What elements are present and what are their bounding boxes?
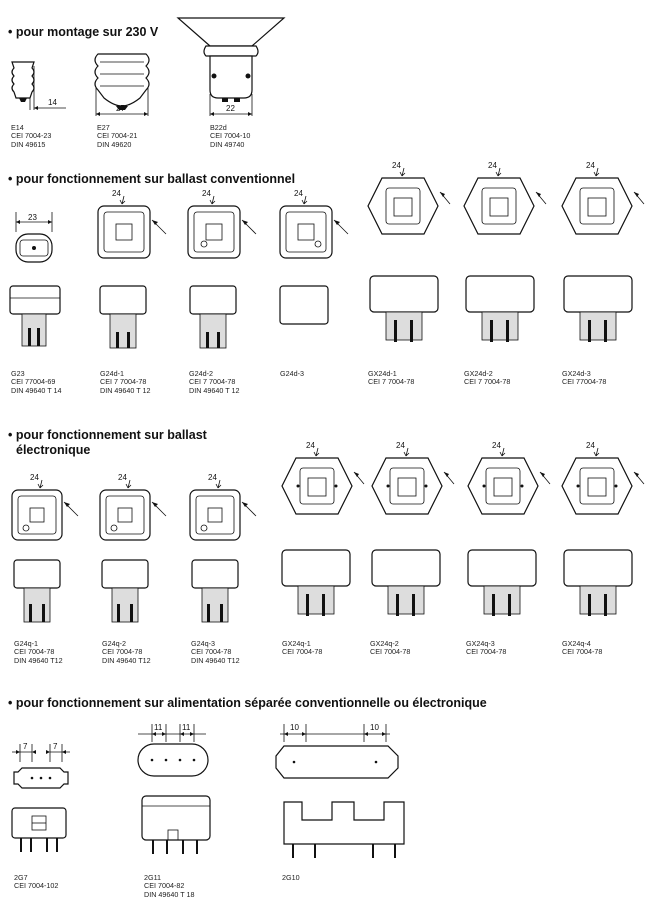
label-g24d-2: [189, 370, 239, 395]
g24q-2-top-view-drawing: [92, 470, 172, 550]
g24d-3-side-view-drawing: [276, 284, 336, 344]
2g11-side-view-drawing: [138, 792, 218, 862]
label-b22d-l2: DIN 49740: [210, 139, 245, 149]
label-g24d-2-l1: CEI 7 7004-78: [189, 377, 236, 387]
label-g24q-1-name: G24q-1: [14, 639, 38, 648]
dim-gx24d-3: 24: [586, 161, 595, 170]
label-g24d-1-l1: CEI 7 7004-78: [100, 377, 147, 387]
2g7-side-view-drawing: [8, 806, 78, 866]
label-gx24d-3-l1: CEI 77004-78: [562, 377, 607, 387]
dim-gx24q-3: 24: [492, 441, 501, 450]
dim-gx24d-2: 24: [488, 161, 497, 170]
label-g24q-2: [102, 640, 151, 665]
dim-g24q-3: 24: [208, 473, 217, 482]
g24q-3-side-view-drawing: [186, 558, 246, 628]
label-2g7-name: 2G7: [14, 873, 28, 882]
label-g24q-1-l2: DIN 49640 T12: [14, 655, 63, 665]
label-g24q-1: [14, 640, 63, 665]
gx24q-2-side-view-drawing: [368, 548, 448, 628]
label-g24q-3-l2: DIN 49640 T12: [191, 655, 240, 665]
label-g24d-2-name: G24d-2: [189, 369, 213, 378]
g24d-1-top-view-drawing: [92, 186, 170, 270]
label-e14-l2: DIN 49615: [11, 139, 46, 149]
e14-socket-drawing: [8, 58, 78, 118]
label-gx24d-3: [562, 370, 606, 387]
heading-ballast-conventional: • pour fonctionnement sur ballast conventionnel: [8, 172, 296, 186]
label-gx24q-4-name: GX24q-4: [562, 639, 591, 648]
g24d-2-top-view-drawing: [182, 186, 260, 270]
gx24q-4-side-view-drawing: [560, 548, 640, 628]
label-gx24d-2: [464, 370, 510, 387]
dim-g24q-1: 24: [30, 473, 39, 482]
label-gx24q-1-l1: CEI 7004-78: [282, 647, 323, 657]
e27-socket-drawing: [90, 50, 160, 125]
label-g24d-1-l2: DIN 49640 T 12: [100, 385, 151, 395]
g24q-2-side-view-drawing: [96, 558, 156, 628]
gx24d-1-top-view-drawing: [362, 158, 452, 248]
dim-gx24d-1: 24: [392, 161, 401, 170]
label-e14-name: E14: [11, 123, 24, 132]
label-gx24q-4-l1: CEI 7004-78: [562, 647, 603, 657]
gx24d-3-top-view-drawing: [556, 158, 646, 248]
g24q-1-side-view-drawing: [8, 558, 68, 628]
gx24q-1-top-view-drawing: [276, 438, 366, 524]
label-b22d-name: B22d: [210, 123, 227, 132]
label-2g11: [144, 874, 194, 899]
label-g23-l2: DIN 49640 T 14: [11, 385, 62, 395]
2g10-side-view-drawing: [280, 798, 410, 864]
label-g24d-3: [280, 370, 304, 378]
label-e27: [97, 124, 137, 149]
heading-ballast-electronic-line2: électronique: [16, 443, 91, 457]
dim-g24d-1: 24: [112, 189, 121, 198]
gx24d-3-side-view-drawing: [560, 274, 640, 354]
label-g24q-1-l1: CEI 7004-78: [14, 647, 55, 657]
label-gx24q-2-name: GX24q-2: [370, 639, 399, 648]
dim-b22d: 22: [226, 104, 235, 113]
heading-ballast-electronic-line1: • pour fonctionnement sur ballast: [8, 428, 207, 442]
label-gx24q-4: [562, 640, 602, 657]
g24d-1-side-view-drawing: [94, 284, 154, 354]
heading-mount-230v: • pour montage sur 230 V: [8, 25, 159, 39]
label-g24q-3-l1: CEI 7004-78: [191, 647, 232, 657]
g24q-3-top-view-drawing: [182, 470, 262, 550]
gx24d-2-top-view-drawing: [458, 158, 548, 248]
dim-g24d-3: 24: [294, 189, 303, 198]
label-gx24d-2-name: GX24d-2: [464, 369, 493, 378]
label-g24d-1: [100, 370, 150, 395]
gx24q-4-top-view-drawing: [556, 438, 646, 524]
label-gx24d-1-name: GX24d-1: [368, 369, 397, 378]
gx24q-3-top-view-drawing: [462, 438, 552, 524]
dim-2g7-left: 7: [23, 742, 28, 751]
label-2g11-l2: DIN 49640 T 18: [144, 889, 195, 899]
label-e27-l1: CEI 7004-21: [97, 131, 138, 141]
label-gx24d-1: [368, 370, 414, 387]
dim-gx24q-2: 24: [396, 441, 405, 450]
label-b22d: [210, 124, 250, 149]
dim-g23: 23: [28, 213, 37, 222]
2g11-top-view-drawing: [132, 720, 222, 784]
label-gx24q-1-name: GX24q-1: [282, 639, 311, 648]
label-gx24q-2: [370, 640, 410, 657]
label-g23-l1: CEI 77004-69: [11, 377, 56, 387]
dim-e14: 14: [48, 98, 57, 107]
label-g23-name: G23: [11, 369, 25, 378]
label-g24d-2-l2: DIN 49640 T 12: [189, 385, 240, 395]
label-gx24q-2-l1: CEI 7004-78: [370, 647, 411, 657]
gx24d-2-side-view-drawing: [462, 274, 542, 354]
g23-top-view-drawing: [6, 210, 66, 270]
label-e27-name: E27: [97, 123, 110, 132]
gx24q-3-side-view-drawing: [464, 548, 544, 628]
dim-e27: 27: [116, 104, 125, 113]
label-g24q-2-l2: DIN 49640 T12: [102, 655, 151, 665]
gx24q-2-top-view-drawing: [366, 438, 456, 524]
label-gx24d-1-l1: CEI 7 7004-78: [368, 377, 415, 387]
dim-gx24q-4: 24: [586, 441, 595, 450]
label-b22d-l1: CEI 7004-10: [210, 131, 251, 141]
b22d-socket-drawing: [176, 14, 286, 124]
g23-side-view-drawing: [6, 284, 66, 354]
g24d-3-top-view-drawing: [274, 186, 352, 270]
dim-gx24q-1: 24: [306, 441, 315, 450]
heading-ballast-electronic: [8, 428, 207, 458]
label-g24d-3-name: G24d-3: [280, 369, 304, 378]
label-g24d-1-name: G24d-1: [100, 369, 124, 378]
label-gx24q-1: [282, 640, 322, 657]
label-gx24d-3-name: GX24d-3: [562, 369, 591, 378]
label-2g7-l1: CEI 7004-102: [14, 881, 59, 891]
heading-separate-supply: • pour fonctionnement sur alimentation séparée conventionnelle ou électronique: [8, 696, 487, 710]
dim-2g11-left: 11: [154, 723, 163, 732]
dim-g24d-2: 24: [202, 189, 211, 198]
dim-g24q-2: 24: [118, 473, 127, 482]
label-gx24q-3-name: GX24q-3: [466, 639, 495, 648]
label-e27-l2: DIN 49620: [97, 139, 132, 149]
dim-2g10-right: 10: [370, 723, 379, 732]
label-2g11-l1: CEI 7004-82: [144, 881, 185, 891]
label-g24q-2-l1: CEI 7004-78: [102, 647, 143, 657]
label-2g10-name: 2G10: [282, 873, 300, 882]
label-e14: [11, 124, 51, 149]
label-2g10: [282, 874, 300, 882]
gx24d-1-side-view-drawing: [366, 274, 446, 354]
label-gx24d-2-l1: CEI 7 7004-78: [464, 377, 511, 387]
label-2g7: [14, 874, 58, 891]
label-g24q-3: [191, 640, 240, 665]
g24d-2-side-view-drawing: [184, 284, 244, 354]
label-gx24q-3-l1: CEI 7004-78: [466, 647, 507, 657]
label-e14-l1: CEI 7004-23: [11, 131, 52, 141]
label-g24q-3-name: G24q-3: [191, 639, 215, 648]
gx24q-1-side-view-drawing: [278, 548, 358, 628]
2g10-top-view-drawing: [272, 720, 412, 790]
g24q-1-top-view-drawing: [4, 470, 84, 550]
label-g23: [11, 370, 61, 395]
2g7-top-view-drawing: [8, 740, 78, 800]
dim-2g7-right: 7: [53, 742, 58, 751]
label-gx24q-3: [466, 640, 506, 657]
label-g24q-2-name: G24q-2: [102, 639, 126, 648]
dim-2g10-left: 10: [290, 723, 299, 732]
dim-2g11-right: 11: [182, 723, 191, 732]
label-2g11-name: 2G11: [144, 873, 162, 882]
